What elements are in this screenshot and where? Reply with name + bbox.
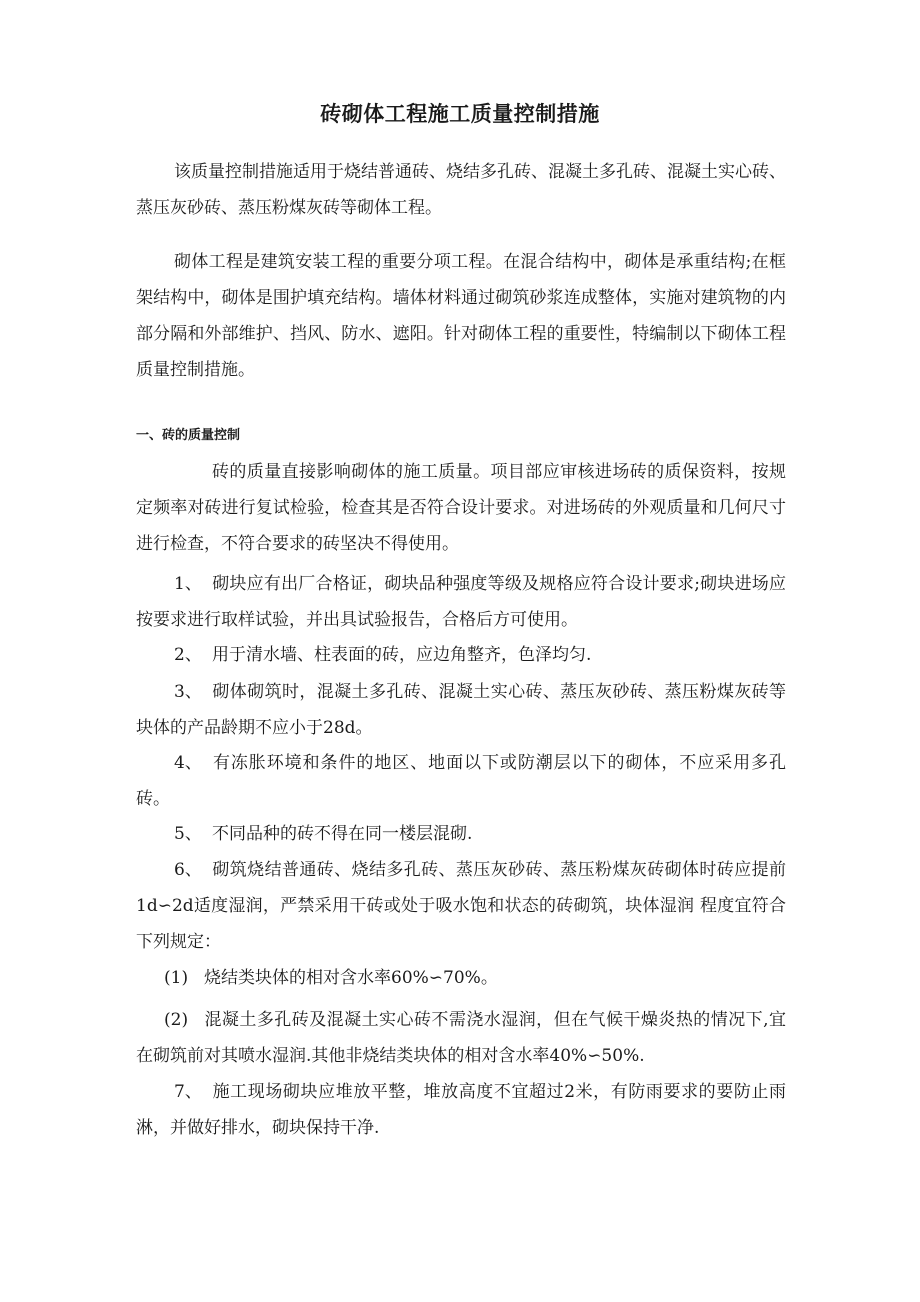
list-item-4 (136, 745, 786, 817)
list-item-number: 3、 (174, 682, 202, 702)
intro-paragraph-1: 该质量控制措施适用于烧结普通砖、烧结多孔砖、混凝土多孔砖、混凝土实心砖、蒸压灰砂砖、蒸压粉煤灰砖等砌体工程。 (136, 162, 786, 218)
section-heading: 一、砖的质量控制 (136, 428, 241, 443)
sub-item-number: (1) (164, 968, 189, 988)
list-item-7 (136, 1074, 786, 1146)
list-item-number: 5、 (174, 824, 202, 844)
list-item-text: 砌筑烧结普通砖、烧结多孔砖、蒸压灰砂砖、蒸压粉煤灰砖砌体时砖应提前1d∽2d适度湿润，严禁采用干砖或处于吸水饱和状态的砖砌筑，块体湿润 程度宜符合下列规定： (136, 860, 786, 952)
sub-item-text: 混凝土多孔砖及混凝土实心砖不需浇水湿润，但在气候干燥炎热的情况下,宜在砌筑前对其喷水湿润.其他非烧结类块体的相对含水率40%∽50%. (136, 1010, 786, 1066)
list-item-1 (136, 566, 786, 638)
sub-item-text: 烧结类块体的相对含水率60%∽70%。 (204, 968, 498, 988)
list-item-text: 施工现场砌块应堆放平整，堆放高度不宜超过2米，有防雨要求的要防止雨淋，并做好排水，砌块保持干净. (136, 1082, 786, 1138)
list-item-number: 7、 (174, 1082, 202, 1102)
list-item-text: 用于清水墙、柱表面的砖，应边角整齐，色泽均匀. (212, 645, 592, 665)
list-item-text: 不同品种的砖不得在同一楼层混砌. (212, 824, 473, 844)
list-item-number: 2、 (174, 645, 202, 665)
list-item-text: 砌块应有出厂合格证，砌块品种强度等级及规格应符合设计要求;砌块进场应按要求进行取样试验，并出具试验报告，合格后方可使用。 (136, 574, 786, 630)
list-item-2 (136, 637, 786, 673)
list-item-5 (136, 816, 786, 852)
section-lead-paragraph: 砖的质量直接影响砌体的施工质量。项目部应审核进场砖的质保资料，按规定频率对砖进行复试检验，检查其是否符合设计要求。对进场砖的外观质量和几何尺寸进行检查，不符合要求的砖坚决不得使用。 (136, 462, 786, 554)
document-title: 砖砌体工程施工质量控制措施 (320, 102, 600, 126)
list-item-6 (136, 852, 786, 960)
sub-item-1 (136, 960, 786, 996)
list-item-number: 6、 (174, 860, 202, 880)
list-item-text: 有冻胀环境和条件的地区、地面以下或防潮层以下的砌体，不应采用多孔砖。 (136, 753, 786, 809)
intro-paragraph-2: 砌体工程是建筑安装工程的重要分项工程。在混合结构中，砌体是承重结构;在框架结构中，砌体是围护填充结构。墙体材料通过砌筑砂浆连成整体，实施对建筑物的内部分隔和外部维护、挡风、防水、遮阳。针对砌体工程的重要性，特编制以下砌体工程质量控制措施。 (136, 252, 786, 380)
sub-item-number: (2) (164, 1010, 189, 1030)
list-item-text: 砌体砌筑时，混凝土多孔砖、混凝土实心砖、蒸压灰砂砖、蒸压粉煤灰砖等块体的产品龄期不应小于28d。 (136, 682, 786, 738)
sub-item-2 (136, 1002, 786, 1074)
list-item-number: 4、 (174, 753, 202, 773)
list-item-number: 1、 (174, 574, 202, 594)
list-item-3 (136, 674, 786, 746)
